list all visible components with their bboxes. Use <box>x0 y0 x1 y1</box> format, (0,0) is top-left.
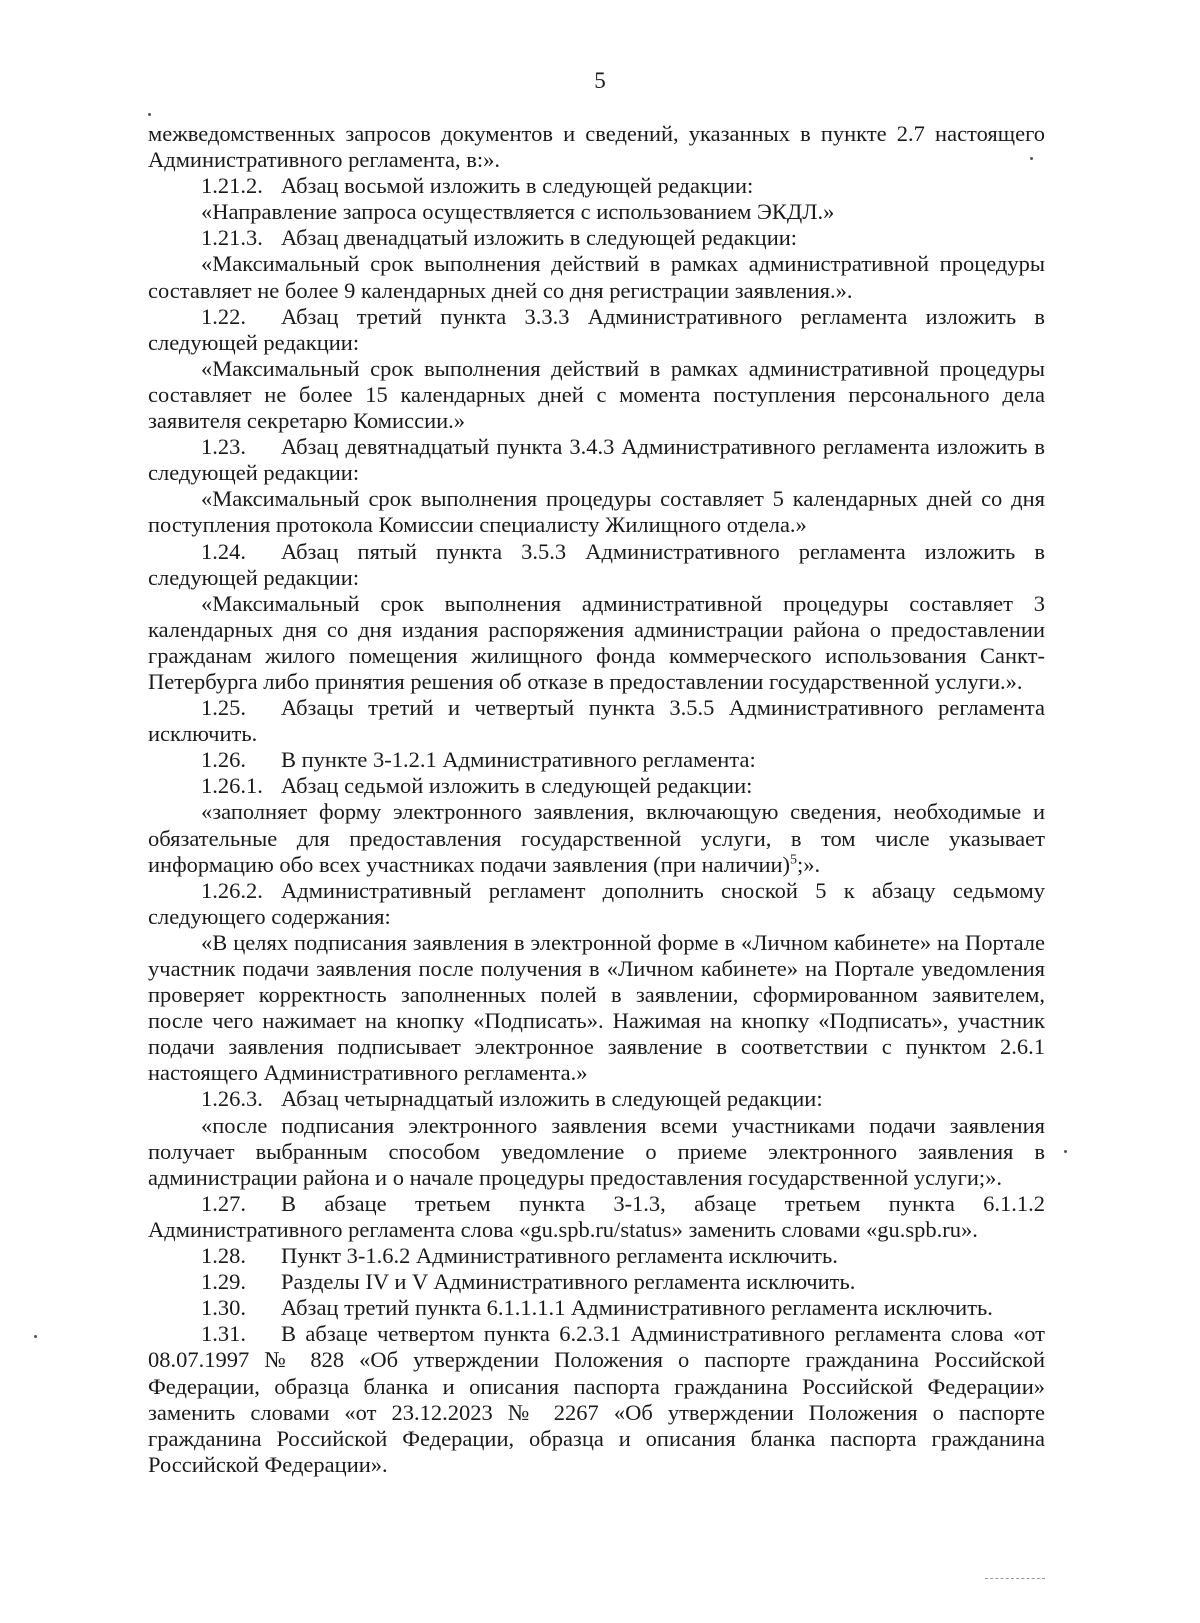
paragraph-text: Абзац девятнадцатый пункта 3.4.3 Административного регламента изложить в следующей редакции: <box>148 434 1045 486</box>
paragraph <box>148 199 1045 225</box>
paragraph-number: 1.31. <box>201 1321 246 1347</box>
page-number: 5 <box>594 68 606 93</box>
paragraph <box>148 591 1045 695</box>
document-body <box>148 121 1045 1478</box>
paragraph-text: «Максимальный срок выполнения действий в рамках административной процедуры составляет не более 15 календарных дней с момента поступления персонального дела заявителя секретарю Комиссии.» <box>148 355 1045 434</box>
paragraph <box>148 356 1045 434</box>
numbered-paragraph <box>148 1086 1045 1112</box>
paragraph-text: «Максимальный срок выполнения действий в рамках административной процедуры составляет не более 9 календарных дней со дня регистрации заявления.». <box>148 251 1045 303</box>
numbered-paragraph <box>148 1269 1045 1295</box>
scan-speck <box>148 113 151 116</box>
numbered-paragraph <box>148 695 1045 747</box>
paragraph-number: 1.21.2. <box>201 173 263 199</box>
numbered-paragraph <box>148 773 1045 799</box>
numbered-paragraph <box>148 539 1045 591</box>
paragraph-number: 1.24. <box>201 538 246 564</box>
paragraph-text: Абзац четырнадцатый изложить в следующей редакции: <box>281 1086 823 1112</box>
footnote-ref: 5 <box>790 852 798 868</box>
numbered-paragraph <box>148 1321 1045 1478</box>
numbered-paragraph <box>148 434 1045 486</box>
paragraph-number: 1.26.1. <box>201 773 263 799</box>
paragraph-text: «заполняет форму электронного заявления, включающую сведения, необходимые и обязательные для предоставления государственной услуги, в том числе указывает информацию обо всех участниках подачи заявления (при наличии) <box>148 799 1045 877</box>
numbered-paragraph <box>148 1243 1045 1269</box>
paragraph-text: Абзац третий пункта 3.3.3 Административного регламента изложить в следующей редакции: <box>148 303 1045 355</box>
scan-speck <box>1030 157 1033 160</box>
numbered-paragraph <box>148 225 1045 251</box>
paragraph-text: Абзацы третий и четвертый пункта 3.5.5 Административного регламента исключить. <box>148 695 1045 747</box>
paragraph-text: Пункт 3-1.6.2 Административного регламента исключить. <box>281 1243 838 1269</box>
paragraph-number: 1.29. <box>201 1269 246 1295</box>
paragraph-text: Абзац третий пункта 6.1.1.1.1 Административного регламента исключить. <box>281 1295 993 1321</box>
paragraph-text: «Максимальный срок выполнения процедуры составляет 5 календарных дней со дня поступления протокола Комиссии специалисту Жилищного отдела.» <box>148 486 1045 538</box>
paragraph-number: 1.26.2. <box>201 877 263 903</box>
paragraph-text: «Направление запроса осуществляется с использованием ЭКДЛ.» <box>201 199 835 225</box>
paragraph-text: «Максимальный срок выполнения административной процедуры составляет 3 календарных дня со дня издания распоряжения администрации района о предоставлении гражданам жилого помещения жилищного фонда коммерческого использования Санкт-Петербурга либо принятия решения об отказе в предоставлении государственной услуги.». <box>148 590 1045 694</box>
paragraph-text: «после подписания электронного заявления всеми участниками подачи заявления получает выбранным способом уведомление о приеме электронного заявления в администрации района и о начале процедуры предоставления государственной услуги;». <box>148 1112 1045 1190</box>
numbered-paragraph <box>148 304 1045 356</box>
paragraph-number: 1.27. <box>201 1190 246 1216</box>
numbered-paragraph <box>148 1295 1045 1321</box>
paragraph-text: «В целях подписания заявления в электронной форме в «Личном кабинете» на Портале участник подачи заявления после получения в «Личном кабинете» на Портале уведомления проверяет корректность заполненных полей в заявлении, сформированном заявителем, после чего нажимает на кнопку «Подписать». Нажимая на кнопку «Подписать», участник подачи заявления подписывает электронное заявление в соответствии с пунктом 2.6.1 настоящего Административного регламента.» <box>148 929 1045 1086</box>
paragraph-text: Абзац пятый пункта 3.5.3 Административного регламента изложить в следующей редакции: <box>148 538 1045 590</box>
paragraph-text: Разделы IV и V Административного регламента исключить. <box>281 1269 856 1295</box>
paragraph-text: Абзац седьмой изложить в следующей редакции: <box>281 773 753 799</box>
paragraph-number: 1.28. <box>201 1243 246 1269</box>
paragraph-text: Абзац двенадцатый изложить в следующей редакции: <box>281 225 798 251</box>
paragraph-number: 1.25. <box>201 695 246 721</box>
paragraph-number: 1.23. <box>201 434 246 460</box>
paragraph-text: В пункте 3-1.2.1 Административного регламента: <box>281 747 756 773</box>
paragraph <box>148 251 1045 303</box>
paragraph-number: 1.26.3. <box>201 1086 263 1112</box>
paragraph-text: Абзац восьмой изложить в следующей редакции: <box>281 173 754 199</box>
paragraph <box>148 799 1045 877</box>
scan-speck <box>34 1335 37 1338</box>
numbered-paragraph <box>148 1191 1045 1243</box>
paragraph-text: межведомственных запросов документов и сведений, указанных в пункте 2.7 настоящего Административного регламента, в:». <box>148 121 1045 173</box>
paragraph <box>148 486 1045 538</box>
paragraph-number: 1.26. <box>201 747 246 773</box>
paragraph-text-tail: ;». <box>797 851 821 877</box>
paragraph-text: В абзаце четвертом пункта 6.2.3.1 Административного регламента слова «от 08.07.1997 № 828 «Об утверждении Положения о паспорте гражданина Российской Федерации, образца бланка и описания паспорта гражданина Российской Федерации» заменить словами «от 23.12.2023 № 2267 «Об утверждении Положения о паспорте гражданина Российской Федерации, образца и описания бланка паспорта гражданина Российской Федерации». <box>148 1321 1045 1477</box>
paragraph <box>148 930 1045 1087</box>
paragraph-number: 1.30. <box>201 1295 246 1321</box>
paragraph-number: 1.22. <box>201 303 246 329</box>
numbered-paragraph <box>148 878 1045 930</box>
scan-speck <box>1064 1150 1067 1153</box>
numbered-paragraph <box>148 747 1045 773</box>
paragraph-text: Административный регламент дополнить сноской 5 к абзацу седьмому следующего содержания: <box>148 877 1045 929</box>
paragraph-text: В абзаце третьем пункта 3-1.3, абзаце третьем пункта 6.1.1.2 Административного регламента слова «gu.spb.ru/status» заменить словами «gu.spb.ru». <box>148 1190 1045 1242</box>
scan-edge-mark <box>985 1578 1045 1580</box>
numbered-paragraph <box>148 173 1045 199</box>
paragraph <box>148 1113 1045 1191</box>
paragraph-number: 1.21.3. <box>201 225 263 251</box>
paragraph <box>148 121 1045 173</box>
